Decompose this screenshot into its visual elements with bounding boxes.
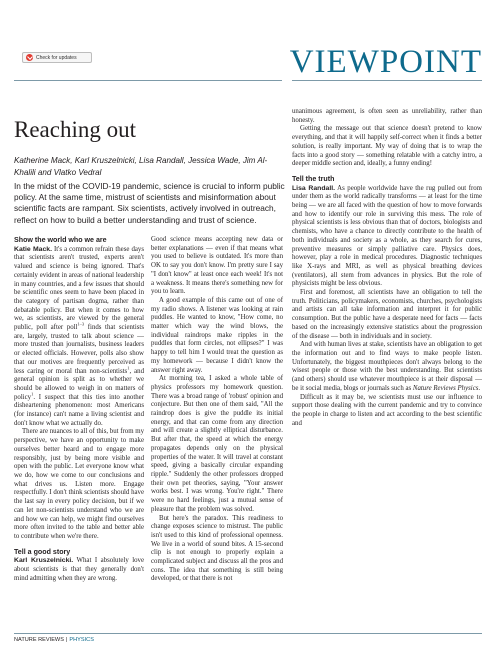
divider [14,80,282,81]
paragraph: At morning tea, I asked a whole table of physics professors my homework question. There was a broad range of 'robust' opinion and conjecture. But then one of them said, "All the raindrop does is give the puddle its initial energy, and that can come from any direction and will create a slightly elliptical disturbance. But after that, the speed at which the energy propagates depends only on the physical properties of the water. It will travel at constant speed, giving a basically circular expanding ripple." Suddenly the other professors dropped their own pet theories, saying, "Your answer works best. I was wrong. You're right." There were no hard feelings, just a mutual sense of pleasure that the problem was solved. [151,375,283,513]
check-for-updates-button[interactable] [22,52,92,63]
paragraph [14,557,144,583]
footer-divider [14,633,482,634]
article-title: Reaching out [14,117,136,142]
paragraph: Good science means accepting new data or better explanations — even if that means what you used to believe is outdated. It's more than OK to say you don't know. I'm pretty sure I say "I don't know" at least once each week! It's not a weakness. It means there's something new for you to learn. [151,236,283,296]
footer-journal: NATURE REVIEWS [14,637,64,643]
contributor-name: Karl Kruszelnicki. [14,557,74,565]
body-column-2 [151,236,283,584]
contributor-name: Lisa Randall. [292,184,336,192]
paragraph [292,185,482,289]
citation-ref[interactable]: 1–3 [77,321,85,327]
divider [292,80,482,81]
citation-ref[interactable]: 1 [127,365,130,371]
paragraph: But here's the paradox. This readiness to change exposes science to mistrust. The public isn't used to this kind of professional openness. We live in a world of sound bites. A 15-second clip is not enough to properly explain a complicated subject and discuss all the pros and cons. The idea that something is still being developed, or that there is not [151,514,283,583]
text-run: finds that scientists are, largely, trusted to talk about science — more trusted than journalists, business leaders or elected officials. However, polls also show that our motives are frequently perceived as less caring or moral than non-scientists [14,324,144,375]
contributor-name: Katie Mack. [14,245,52,253]
text-run: As people worldwide have the rug pulled out from under them as the world radically transforms — at least for the time being — we are all faced with the question of how to move forwards and how to identify our role in surviving this mess. The role of physical scientists is less obvious than that of doctors, biologists and chemists, who have a chance to directly contribute to the health of both individuals and society as a whole, as they search for cures, preventive measures or simply palliative care. Physics does, however, play a role in medical procedures. Diagnostic techniques like X-rays and MRI, as well as physical breathing devices (ventilators), all stem from advances in physics. But the role of physicists might be less obvious. [292,184,482,288]
paragraph: First and foremost, all scientists have an obligation to tell the truth. Politicians, policymakers, economists, churches, psychologists and artists can all take information and interpret it for public consumption. But the public have a desperate need for facts — facts based on the increasingly extensive statistics about the progression of the disease — both in individuals and in society. [292,289,482,340]
standfirst: In the midst of the COVID-19 pandemic, science is crucial to inform public policy. At the same time, mistrust of scientists and misinformation about scientific facts are rampant. Six scientists, actively involved in outreach, reflect on how to build a better understanding and trust of science. [14,181,285,225]
paragraph [292,341,482,393]
body-column-3 [292,108,482,428]
check-badge-icon [26,54,33,61]
text-run: And with human lives at stake, scientists have an obligation to get the information out and to find ways to make people listen. Unfortunately, the biggest mouthpieces don't always belong to the wisest people or those with the best understanding. But scientists (and others) should use whatever mouthpiece is at their disposal — be it social media, blogs or journals such as [292,341,482,392]
section-heading-tell-a-good-story: Tell a good story [14,547,71,556]
page-footer: NATURE REVIEWS | PHYSICS [14,637,94,643]
text-run: It's a common refrain these days that scientists aren't trusted, experts aren't valued and science is being ignored. That's certainly evident in areas of national leadership in many countries, and a few issues that should be scientific ones seem to have been placed in the category of partisan dogma, rather than debatable policy. But when it comes to how we, as scientists, are viewed by the general public, poll after poll [14,245,144,332]
paragraph: A good example of this came out of one of my radio shows. A listener was looking at rain puddles. He wanted to know, "How come, no matter which way the wind blows, the individual raindrops make ripples in the puddles that form circles, not ellipses?" I was happy to tell him I would treat the question as my homework — because I didn't know the answer right away. [151,296,283,374]
paragraph: Difficult as it may be, we scientists must use our influence to support those dealing with the current pandemic and try to convince the people in charge to listen and act according to the best scientific and [292,393,482,427]
footer-section: PHYSICS [69,637,94,643]
paragraph: Getting the message out that science doesn't pretend to know everything, and that it will happily self-correct when it finds a better solution, is really important. My way of doing that is to wrap the facts into a good story — something relatable with a catchy intro, a deeper middle section and, ideally, a funny ending! [292,125,482,168]
author-list: Katherine Mack, Karl Kruszelnicki, Lisa Randall, Jessica Wade, Jim Al-Khalili and Vlatko Vedral [14,156,268,178]
text-run: . [478,384,481,392]
citation-ref[interactable]: 1 [31,391,34,397]
journal-name: Nature Reviews Physics [412,384,479,392]
body-column-1 [14,236,144,583]
section-heading: VIEWPOINT [289,44,482,80]
text-run: . I suspect that this ties into another disheartening phenomenon: most Americans (for instance) can't name a living scientist and don't know what we actually do. [14,393,144,427]
text-run: What I absolutely love about scientists is that they generally don't mind admitting when they are wrong. [14,557,144,582]
text-run: , and general opinion is split as to whether we should be allowed to weigh in on matters of policy [14,367,144,401]
section-heading-tell-the-truth: Tell the truth [292,174,335,183]
paragraph [14,246,144,429]
section-heading-show-the-world: Show the world who we are [14,236,107,244]
paragraph: There are nuances to all of this, but from my perspective, we have an opportunity to make ourselves better heard and to engage more responsibly, just by being more visible and open with the public. Let everyone know what we do, how we come to our conclusions and what drives us. Listen more. Engage respectfully. I don't think scientists should have the last say in every policy decision, but if we can let non-scientists understand who we are and how we can help, we might find ourselves more often invited to the table and better able to contribute when we're there. [14,428,145,540]
paragraph: unanimous agreement, is often seen as unreliability, rather than honesty. [292,108,482,124]
check-for-updates-label: Check for updates [36,54,77,61]
